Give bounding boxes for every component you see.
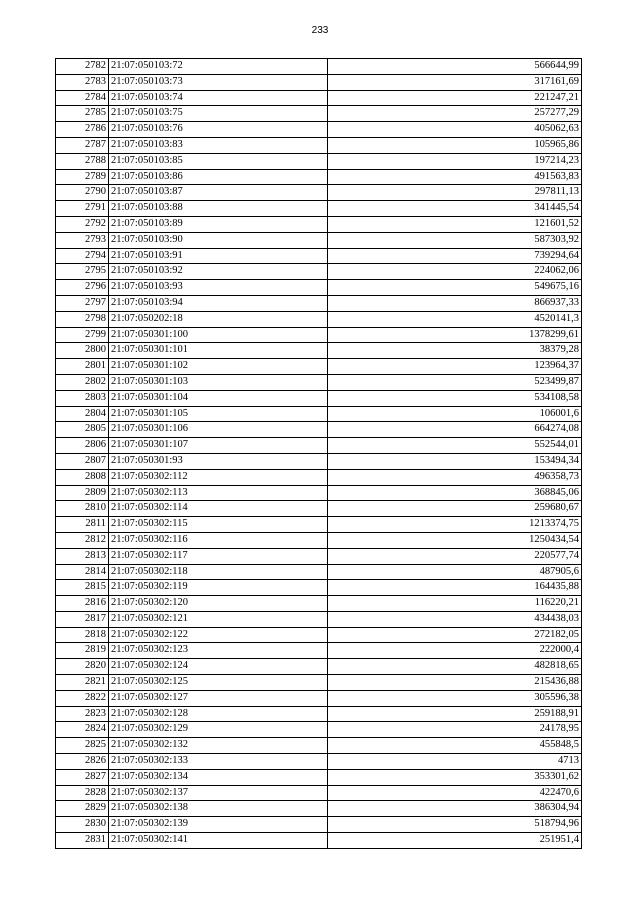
row-number: 2827: [56, 769, 109, 785]
table-row: [56, 643, 582, 659]
table-row: [56, 485, 582, 501]
cadastral-value: 534108,58: [328, 390, 582, 406]
row-number: 2813: [56, 548, 109, 564]
cadastral-value: 405062,63: [328, 122, 582, 138]
cadastral-value: 24178,95: [328, 722, 582, 738]
cadastral-value: 587303,92: [328, 232, 582, 248]
cadastral-number: 21:07:050301:107: [109, 438, 328, 454]
row-number: 2819: [56, 643, 109, 659]
cadastral-number: 21:07:050302:134: [109, 769, 328, 785]
cadastral-value: 116220,21: [328, 596, 582, 612]
row-number: 2801: [56, 359, 109, 375]
table-row: [56, 517, 582, 533]
table-row: [56, 59, 582, 75]
table-row: [56, 232, 582, 248]
cadastral-number: 21:07:050301:100: [109, 327, 328, 343]
cadastral-number: 21:07:050302:129: [109, 722, 328, 738]
cadastral-number: 21:07:050302:123: [109, 643, 328, 659]
cadastral-value: 422470,6: [328, 785, 582, 801]
row-number: 2785: [56, 106, 109, 122]
table-row: [56, 422, 582, 438]
cadastral-value: 222000,4: [328, 643, 582, 659]
cadastral-number: 21:07:050302:115: [109, 517, 328, 533]
table-row: [56, 374, 582, 390]
cadastral-number: 21:07:050103:73: [109, 74, 328, 90]
cadastral-value: 368845,06: [328, 485, 582, 501]
cadastral-value: 224062,06: [328, 264, 582, 280]
cadastral-value: 221247,21: [328, 90, 582, 106]
cadastral-number: 21:07:050302:138: [109, 801, 328, 817]
cadastral-value-table: [55, 58, 582, 849]
row-number: 2812: [56, 532, 109, 548]
cadastral-number: 21:07:050302:139: [109, 817, 328, 833]
cadastral-number: 21:07:050103:72: [109, 59, 328, 75]
row-number: 2821: [56, 675, 109, 691]
row-number: 2815: [56, 580, 109, 596]
cadastral-value: 164435,88: [328, 580, 582, 596]
row-number: 2798: [56, 311, 109, 327]
cadastral-value: 4713: [328, 754, 582, 770]
table-row: [56, 359, 582, 375]
table-row: [56, 295, 582, 311]
row-number: 2795: [56, 264, 109, 280]
cadastral-number: 21:07:050202:18: [109, 311, 328, 327]
table-row: [56, 564, 582, 580]
table-row: [56, 754, 582, 770]
row-number: 2818: [56, 627, 109, 643]
row-number: 2824: [56, 722, 109, 738]
cadastral-number: 21:07:050103:87: [109, 185, 328, 201]
row-number: 2828: [56, 785, 109, 801]
cadastral-number: 21:07:050302:120: [109, 596, 328, 612]
row-number: 2799: [56, 327, 109, 343]
cadastral-value: 197214,23: [328, 153, 582, 169]
cadastral-value: 739294,64: [328, 248, 582, 264]
cadastral-number: 21:07:050302:133: [109, 754, 328, 770]
cadastral-number: 21:07:050301:105: [109, 406, 328, 422]
row-number: 2823: [56, 706, 109, 722]
table-row: [56, 532, 582, 548]
cadastral-number: 21:07:050302:127: [109, 690, 328, 706]
table-row: [56, 185, 582, 201]
cadastral-value: 297811,13: [328, 185, 582, 201]
table-row: [56, 722, 582, 738]
table-row: [56, 216, 582, 232]
cadastral-number: 21:07:050103:94: [109, 295, 328, 311]
cadastral-number: 21:07:050103:92: [109, 264, 328, 280]
table-row: [56, 817, 582, 833]
cadastral-number: 21:07:050302:114: [109, 501, 328, 517]
row-number: 2808: [56, 469, 109, 485]
row-number: 2790: [56, 185, 109, 201]
table-row: [56, 738, 582, 754]
cadastral-number: 21:07:050302:132: [109, 738, 328, 754]
cadastral-value: 259680,67: [328, 501, 582, 517]
cadastral-number: 21:07:050103:85: [109, 153, 328, 169]
row-number: 2791: [56, 201, 109, 217]
table-row: [56, 137, 582, 153]
row-number: 2825: [56, 738, 109, 754]
cadastral-value: 434438,03: [328, 611, 582, 627]
cadastral-number: 21:07:050302:112: [109, 469, 328, 485]
row-number: 2822: [56, 690, 109, 706]
row-number: 2787: [56, 137, 109, 153]
table-row: [56, 438, 582, 454]
cadastral-value: 552544,01: [328, 438, 582, 454]
cadastral-number: 21:07:050103:74: [109, 90, 328, 106]
row-number: 2802: [56, 374, 109, 390]
table-row: [56, 690, 582, 706]
cadastral-number: 21:07:050302:141: [109, 833, 328, 849]
table-row: [56, 469, 582, 485]
table-row: [56, 580, 582, 596]
row-number: 2784: [56, 90, 109, 106]
cadastral-number: 21:07:050103:93: [109, 280, 328, 296]
cadastral-number: 21:07:050302:119: [109, 580, 328, 596]
row-number: 2789: [56, 169, 109, 185]
cadastral-value: 482818,65: [328, 659, 582, 675]
cadastral-number: 21:07:050302:121: [109, 611, 328, 627]
table-row: [56, 659, 582, 675]
table-row: [56, 343, 582, 359]
cadastral-value: 121601,52: [328, 216, 582, 232]
row-number: 2788: [56, 153, 109, 169]
cadastral-value: 251951,4: [328, 833, 582, 849]
cadastral-value: 105965,86: [328, 137, 582, 153]
table-row: [56, 675, 582, 691]
cadastral-number: 21:07:050302:128: [109, 706, 328, 722]
table-row: [56, 264, 582, 280]
cadastral-value: 305596,38: [328, 690, 582, 706]
cadastral-value: 153494,34: [328, 453, 582, 469]
row-number: 2792: [56, 216, 109, 232]
cadastral-value: 487905,6: [328, 564, 582, 580]
table-row: [56, 785, 582, 801]
cadastral-value: 523499,87: [328, 374, 582, 390]
cadastral-value: 341445,54: [328, 201, 582, 217]
cadastral-value: 455848,5: [328, 738, 582, 754]
table-row: [56, 280, 582, 296]
table-row: [56, 390, 582, 406]
page-number: 233: [311, 25, 329, 36]
cadastral-number: 21:07:050103:76: [109, 122, 328, 138]
cadastral-number: 21:07:050302:117: [109, 548, 328, 564]
cadastral-value: 257277,29: [328, 106, 582, 122]
cadastral-number: 21:07:050103:75: [109, 106, 328, 122]
row-number: 2794: [56, 248, 109, 264]
table-row: [56, 627, 582, 643]
row-number: 2820: [56, 659, 109, 675]
table-row: [56, 406, 582, 422]
table-row: [56, 153, 582, 169]
cadastral-value: 38379,28: [328, 343, 582, 359]
cadastral-value: 1378299,61: [328, 327, 582, 343]
table-row: [56, 769, 582, 785]
cadastral-value: 866937,33: [328, 295, 582, 311]
row-number: 2803: [56, 390, 109, 406]
cadastral-value: 386304,94: [328, 801, 582, 817]
row-number: 2826: [56, 754, 109, 770]
cadastral-value: 496358,73: [328, 469, 582, 485]
row-number: 2800: [56, 343, 109, 359]
row-number: 2805: [56, 422, 109, 438]
cadastral-value: 518794,96: [328, 817, 582, 833]
cadastral-value: 664274,08: [328, 422, 582, 438]
cadastral-number: 21:07:050302:116: [109, 532, 328, 548]
cadastral-value: 259188,91: [328, 706, 582, 722]
row-number: 2817: [56, 611, 109, 627]
table-row: [56, 201, 582, 217]
row-number: 2797: [56, 295, 109, 311]
cadastral-number: 21:07:050302:118: [109, 564, 328, 580]
table-row: [56, 801, 582, 817]
table-row: [56, 501, 582, 517]
cadastral-number: 21:07:050301:93: [109, 453, 328, 469]
row-number: 2807: [56, 453, 109, 469]
table-row: [56, 453, 582, 469]
table-row: [56, 548, 582, 564]
row-number: 2810: [56, 501, 109, 517]
cadastral-number: 21:07:050301:101: [109, 343, 328, 359]
cadastral-number: 21:07:050103:88: [109, 201, 328, 217]
cadastral-value: 106001,6: [328, 406, 582, 422]
row-number: 2783: [56, 74, 109, 90]
cadastral-number: 21:07:050302:113: [109, 485, 328, 501]
row-number: 2786: [56, 122, 109, 138]
cadastral-value: 549675,16: [328, 280, 582, 296]
cadastral-number: 21:07:050103:86: [109, 169, 328, 185]
cadastral-number: 21:07:050301:102: [109, 359, 328, 375]
cadastral-value: 491563,83: [328, 169, 582, 185]
cadastral-value: 123964,37: [328, 359, 582, 375]
cadastral-number: 21:07:050301:103: [109, 374, 328, 390]
table-body: [56, 59, 582, 849]
table-row: [56, 122, 582, 138]
row-number: 2831: [56, 833, 109, 849]
cadastral-number: 21:07:050103:83: [109, 137, 328, 153]
row-number: 2782: [56, 59, 109, 75]
cadastral-number: 21:07:050302:137: [109, 785, 328, 801]
table-row: [56, 74, 582, 90]
row-number: 2806: [56, 438, 109, 454]
cadastral-value: 1213374,75: [328, 517, 582, 533]
row-number: 2804: [56, 406, 109, 422]
cadastral-number: 21:07:050302:125: [109, 675, 328, 691]
cadastral-number: 21:07:050301:106: [109, 422, 328, 438]
cadastral-value: 215436,88: [328, 675, 582, 691]
row-number: 2816: [56, 596, 109, 612]
table-row: [56, 106, 582, 122]
table-row: [56, 596, 582, 612]
row-number: 2796: [56, 280, 109, 296]
row-number: 2809: [56, 485, 109, 501]
table-row: [56, 90, 582, 106]
table-row: [56, 311, 582, 327]
cadastral-number: 21:07:050103:90: [109, 232, 328, 248]
cadastral-number: 21:07:050302:124: [109, 659, 328, 675]
table-row: [56, 611, 582, 627]
cadastral-value: 1250434,54: [328, 532, 582, 548]
table-row: [56, 327, 582, 343]
cadastral-value: 317161,69: [328, 74, 582, 90]
row-number: 2811: [56, 517, 109, 533]
table-row: [56, 248, 582, 264]
row-number: 2830: [56, 817, 109, 833]
cadastral-value: 353301,62: [328, 769, 582, 785]
cadastral-number: 21:07:050302:122: [109, 627, 328, 643]
cadastral-number: 21:07:050103:89: [109, 216, 328, 232]
cadastral-value: 566644,99: [328, 59, 582, 75]
table-row: [56, 169, 582, 185]
row-number: 2829: [56, 801, 109, 817]
cadastral-value: 4520141,3: [328, 311, 582, 327]
cadastral-value: 272182,05: [328, 627, 582, 643]
row-number: 2814: [56, 564, 109, 580]
cadastral-value: 220577,74: [328, 548, 582, 564]
cadastral-number: 21:07:050301:104: [109, 390, 328, 406]
table-row: [56, 833, 582, 849]
row-number: 2793: [56, 232, 109, 248]
table-row: [56, 706, 582, 722]
cadastral-number: 21:07:050103:91: [109, 248, 328, 264]
